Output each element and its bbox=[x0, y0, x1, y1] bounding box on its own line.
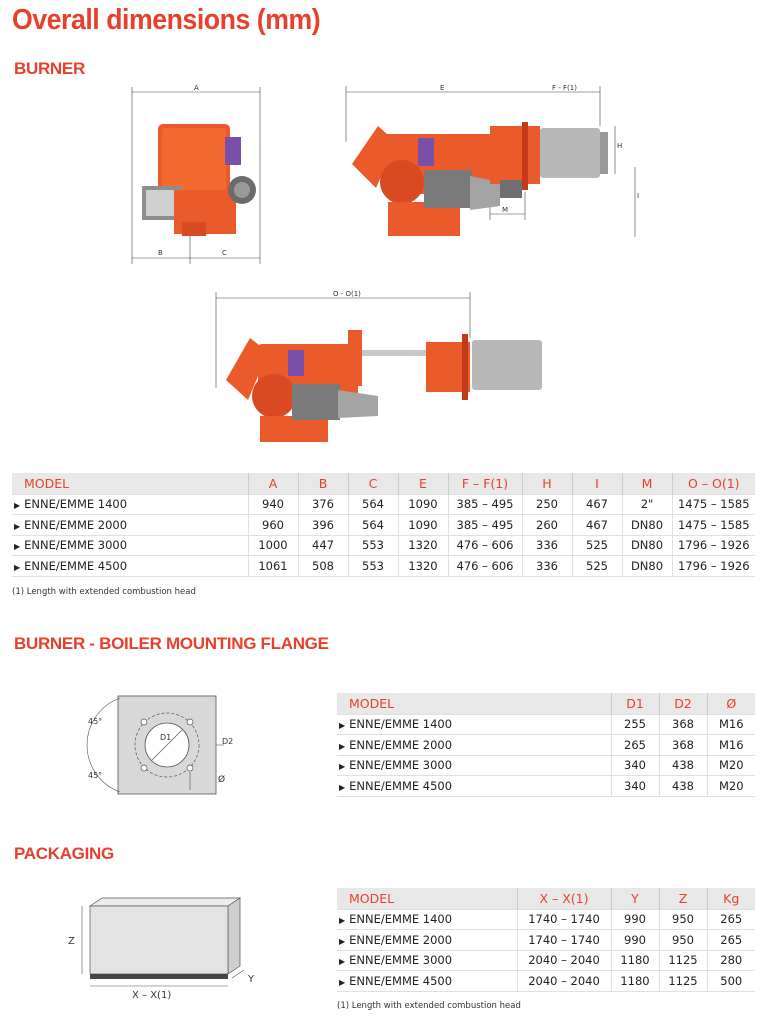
burner-table-body bbox=[12, 494, 755, 576]
dim-label-m: M bbox=[502, 206, 509, 214]
table-row bbox=[337, 930, 755, 951]
value-cell: 265 bbox=[707, 930, 755, 951]
value-cell: 368 bbox=[659, 735, 707, 756]
row-marker-icon: ▶ bbox=[14, 562, 21, 572]
col-header-kg: Kg bbox=[707, 888, 755, 909]
model-name: ENNE/EMME 3000 bbox=[349, 758, 453, 773]
model-cell bbox=[337, 971, 517, 992]
model-name: ENNE/EMME 4500 bbox=[24, 558, 128, 573]
model-cell bbox=[12, 556, 248, 577]
value-cell: 265 bbox=[611, 735, 659, 756]
dim-label-i: I bbox=[637, 192, 640, 200]
value-cell: 1796 – 1926 bbox=[672, 535, 755, 556]
value-cell: 250 bbox=[522, 494, 572, 515]
col-header-model: MODEL bbox=[337, 693, 611, 714]
value-cell: DN80 bbox=[622, 515, 672, 536]
table-row bbox=[12, 494, 755, 515]
value-cell: 1180 bbox=[611, 950, 659, 971]
value-cell: 467 bbox=[572, 515, 622, 536]
value-cell: 438 bbox=[659, 755, 707, 776]
value-cell: 553 bbox=[348, 535, 398, 556]
value-cell: 1090 bbox=[398, 515, 448, 536]
table-header-row bbox=[12, 473, 755, 494]
col-header-hole: Ø bbox=[707, 693, 755, 714]
dim-label-d1: D1 bbox=[160, 733, 172, 742]
col-header-a: A bbox=[248, 473, 298, 494]
model-cell bbox=[337, 950, 517, 971]
model-cell bbox=[337, 930, 517, 951]
dim-label-h: H bbox=[617, 142, 623, 150]
row-marker-icon: ▶ bbox=[339, 977, 346, 987]
value-cell: 990 bbox=[611, 930, 659, 951]
col-header-model: MODEL bbox=[12, 473, 248, 494]
packaging-drawing bbox=[62, 892, 272, 1004]
value-cell: 525 bbox=[572, 535, 622, 556]
row-marker-icon: ▶ bbox=[339, 741, 346, 751]
table-header-row bbox=[337, 693, 755, 714]
burner-extended-view-drawing bbox=[208, 288, 548, 448]
col-header-d2: D2 bbox=[659, 693, 707, 714]
value-cell: 260 bbox=[522, 515, 572, 536]
value-cell: M20 bbox=[707, 776, 755, 797]
row-marker-icon: ▶ bbox=[14, 521, 21, 531]
dim-label-oo: O - O(1) bbox=[333, 290, 361, 298]
value-cell: 1125 bbox=[659, 971, 707, 992]
model-cell bbox=[337, 909, 517, 930]
value-cell: 1796 – 1926 bbox=[672, 556, 755, 577]
value-cell: 1475 – 1585 bbox=[672, 515, 755, 536]
value-cell: 553 bbox=[348, 556, 398, 577]
value-cell: DN80 bbox=[622, 535, 672, 556]
col-header-x: X – X(1) bbox=[517, 888, 611, 909]
value-cell: 340 bbox=[611, 755, 659, 776]
value-cell: M16 bbox=[707, 735, 755, 756]
dim-label-b: B bbox=[158, 249, 163, 257]
table-row bbox=[337, 971, 755, 992]
row-marker-icon: ▶ bbox=[339, 762, 346, 772]
burner-dimensions-table bbox=[12, 473, 755, 577]
model-name: ENNE/EMME 4500 bbox=[349, 973, 453, 988]
value-cell: 564 bbox=[348, 494, 398, 515]
value-cell: 2040 – 2040 bbox=[517, 950, 611, 971]
value-cell: 265 bbox=[707, 909, 755, 930]
model-cell bbox=[337, 776, 611, 797]
flange-heading: BURNER - BOILER MOUNTING FLANGE bbox=[14, 634, 329, 653]
col-header-i: I bbox=[572, 473, 622, 494]
page-title: Overall dimensions (mm) bbox=[12, 4, 321, 36]
flange-drawing bbox=[80, 690, 240, 805]
value-cell: 1740 – 1740 bbox=[517, 909, 611, 930]
model-cell bbox=[12, 535, 248, 556]
angle-label-bottom: 45° bbox=[88, 771, 103, 780]
dim-label-x: X – X(1) bbox=[132, 990, 172, 1001]
model-name: ENNE/EMME 2000 bbox=[349, 932, 453, 947]
value-cell: 438 bbox=[659, 776, 707, 797]
burner-heading: BURNER bbox=[14, 59, 85, 78]
model-name: ENNE/EMME 2000 bbox=[24, 517, 128, 532]
row-marker-icon: ▶ bbox=[14, 501, 21, 511]
dim-label-ff: F - F(1) bbox=[552, 84, 577, 92]
value-cell: 564 bbox=[348, 515, 398, 536]
table-row bbox=[12, 556, 755, 577]
table-row bbox=[337, 950, 755, 971]
col-header-b: B bbox=[298, 473, 348, 494]
col-header-model: MODEL bbox=[337, 888, 517, 909]
model-name: ENNE/EMME 1400 bbox=[24, 497, 128, 512]
table-row bbox=[337, 776, 755, 797]
value-cell: 1000 bbox=[248, 535, 298, 556]
row-marker-icon: ▶ bbox=[339, 782, 346, 792]
packaging-dimensions-table bbox=[337, 888, 755, 992]
value-cell: M16 bbox=[707, 714, 755, 735]
value-cell: 476 – 606 bbox=[448, 556, 522, 577]
col-header-oo: O – O(1) bbox=[672, 473, 755, 494]
value-cell: 950 bbox=[659, 909, 707, 930]
flange-table-body bbox=[337, 714, 755, 796]
value-cell: 385 – 495 bbox=[448, 515, 522, 536]
value-cell: 396 bbox=[298, 515, 348, 536]
value-cell: 336 bbox=[522, 535, 572, 556]
model-name: ENNE/EMME 3000 bbox=[349, 953, 453, 968]
value-cell: 1740 – 1740 bbox=[517, 930, 611, 951]
value-cell: 508 bbox=[298, 556, 348, 577]
packaging-footnote: (1) Length with extended combustion head bbox=[337, 1001, 521, 1011]
dim-label-e: E bbox=[440, 84, 445, 92]
value-cell: 500 bbox=[707, 971, 755, 992]
dim-label-y: Y bbox=[248, 974, 255, 985]
table-row bbox=[337, 755, 755, 776]
value-cell: 1320 bbox=[398, 556, 448, 577]
col-header-d1: D1 bbox=[611, 693, 659, 714]
angle-label-top: 45° bbox=[88, 717, 103, 726]
value-cell: 336 bbox=[522, 556, 572, 577]
row-marker-icon: ▶ bbox=[339, 916, 346, 926]
table-row bbox=[12, 515, 755, 536]
dim-label-z: Z bbox=[68, 936, 75, 947]
table-row bbox=[337, 714, 755, 735]
value-cell: 2040 – 2040 bbox=[517, 971, 611, 992]
packaging-table-body bbox=[337, 909, 755, 991]
col-header-ff: F – F(1) bbox=[448, 473, 522, 494]
value-cell: 280 bbox=[707, 950, 755, 971]
col-header-e: E bbox=[398, 473, 448, 494]
row-marker-icon: ▶ bbox=[339, 721, 346, 731]
model-name: ENNE/EMME 2000 bbox=[349, 737, 453, 752]
burner-front-view-drawing bbox=[120, 82, 280, 267]
value-cell: 960 bbox=[248, 515, 298, 536]
table-row bbox=[12, 535, 755, 556]
model-name: ENNE/EMME 3000 bbox=[24, 538, 128, 553]
value-cell: 1125 bbox=[659, 950, 707, 971]
value-cell: 525 bbox=[572, 556, 622, 577]
dim-label-hole: Ø bbox=[218, 775, 226, 785]
burner-footnote: (1) Length with extended combustion head bbox=[12, 587, 196, 597]
value-cell: 2" bbox=[622, 494, 672, 515]
model-cell bbox=[337, 714, 611, 735]
value-cell: 447 bbox=[298, 535, 348, 556]
packaging-heading: PACKAGING bbox=[14, 844, 114, 863]
row-marker-icon: ▶ bbox=[339, 957, 346, 967]
value-cell: 1090 bbox=[398, 494, 448, 515]
value-cell: 255 bbox=[611, 714, 659, 735]
table-row bbox=[337, 909, 755, 930]
model-name: ENNE/EMME 1400 bbox=[349, 912, 453, 927]
row-marker-icon: ▶ bbox=[14, 542, 21, 552]
value-cell: M20 bbox=[707, 755, 755, 776]
value-cell: 990 bbox=[611, 909, 659, 930]
value-cell: 940 bbox=[248, 494, 298, 515]
value-cell: 1475 – 1585 bbox=[672, 494, 755, 515]
model-cell bbox=[337, 735, 611, 756]
value-cell: 368 bbox=[659, 714, 707, 735]
value-cell: 476 – 606 bbox=[448, 535, 522, 556]
burner-side-view-drawing bbox=[340, 82, 645, 247]
value-cell: 1061 bbox=[248, 556, 298, 577]
model-name: ENNE/EMME 1400 bbox=[349, 717, 453, 732]
row-marker-icon: ▶ bbox=[339, 936, 346, 946]
value-cell: 376 bbox=[298, 494, 348, 515]
flange-dimensions-table bbox=[337, 693, 755, 797]
dim-label-a: A bbox=[194, 84, 199, 92]
table-row bbox=[337, 735, 755, 756]
value-cell: 1320 bbox=[398, 535, 448, 556]
model-name: ENNE/EMME 4500 bbox=[349, 778, 453, 793]
value-cell: 385 – 495 bbox=[448, 494, 522, 515]
model-cell bbox=[12, 494, 248, 515]
value-cell: 467 bbox=[572, 494, 622, 515]
col-header-c: C bbox=[348, 473, 398, 494]
col-header-z: Z bbox=[659, 888, 707, 909]
value-cell: 340 bbox=[611, 776, 659, 797]
value-cell: 1180 bbox=[611, 971, 659, 992]
model-cell bbox=[12, 515, 248, 536]
dim-label-d2: D2 bbox=[222, 737, 234, 746]
model-cell bbox=[337, 755, 611, 776]
dim-label-c: C bbox=[222, 249, 227, 257]
col-header-h: H bbox=[522, 473, 572, 494]
table-header-row bbox=[337, 888, 755, 909]
col-header-m: M bbox=[622, 473, 672, 494]
col-header-y: Y bbox=[611, 888, 659, 909]
value-cell: 950 bbox=[659, 930, 707, 951]
value-cell: DN80 bbox=[622, 556, 672, 577]
